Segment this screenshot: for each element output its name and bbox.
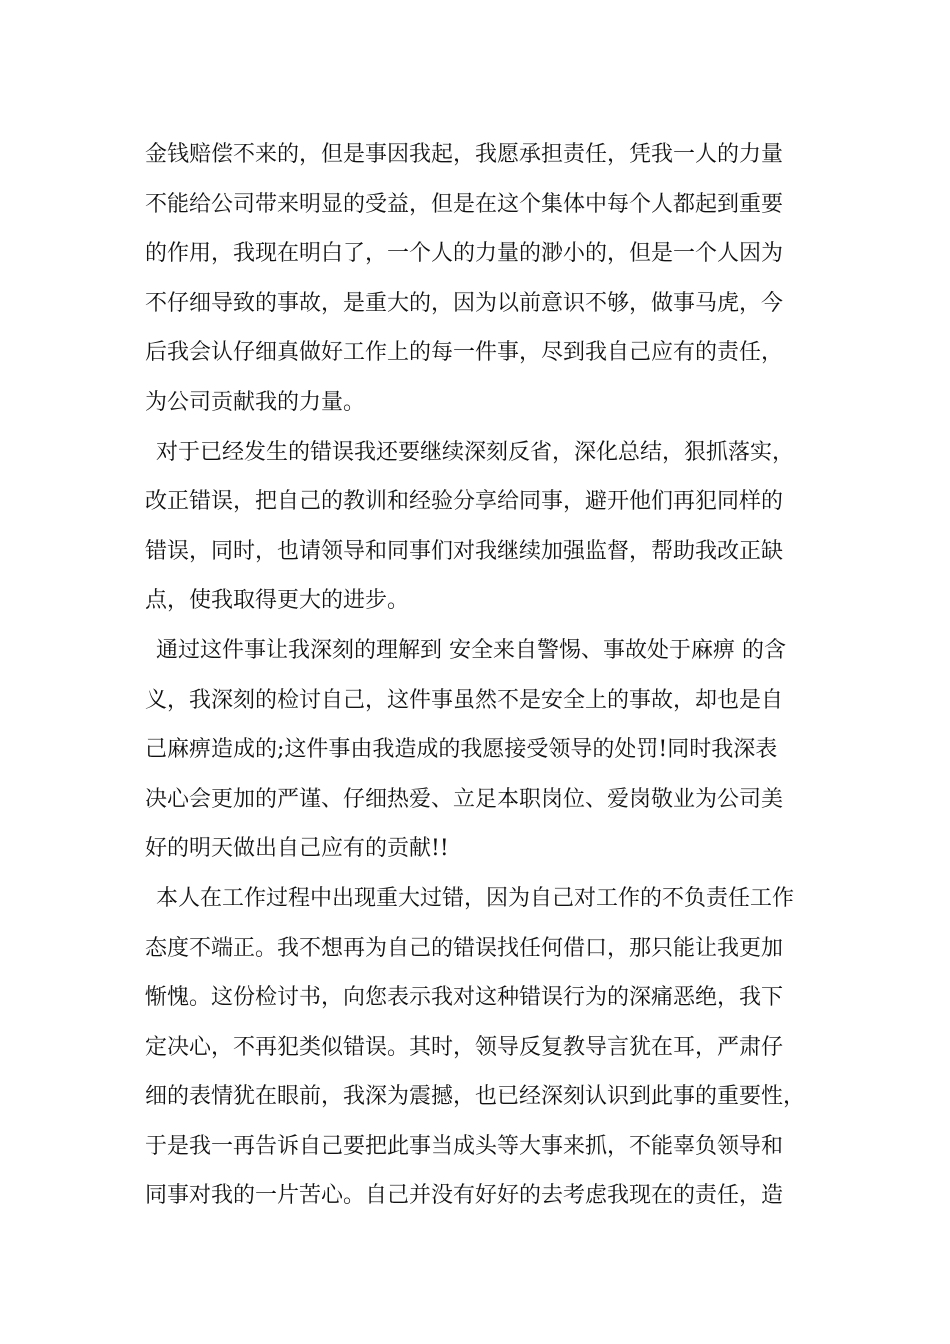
- text-line: 态度不端正。我不想再为自己的错误找任何借口，那只能让我更加: [145, 935, 784, 961]
- document-body: [145, 130, 835, 1221]
- text-line: 同事对我的一片苦心。自己并没有好好的去考虑我现在的责任，造: [145, 1183, 784, 1209]
- text-line: 义，我深刻的检讨自己，这件事虽然不是安全上的事故，却也是自: [145, 687, 784, 713]
- paragraph-start-line: 本人在工作过程中出现重大过错，因为自己对工作的不负责任工作: [156, 885, 795, 911]
- text-line: 点，使我取得更大的进步。: [145, 588, 410, 614]
- paragraph-start-line: 通过这件事让我深刻的理解到 安全来自警惕、事故处于麻痹 的含: [156, 637, 786, 663]
- text-line: 决心会更加的严谨、仔细热爱、立足本职岗位、爱岗敬业为公司美: [145, 786, 784, 812]
- text-line: 后我会认仔细真做好工作上的每一件事，尽到我自己应有的责任，: [145, 340, 784, 366]
- text-line: 为公司贡献我的力量。: [145, 389, 366, 415]
- text-line: 不仔细导致的事故，是重大的，因为以前意识不够，做事马虎，今: [145, 290, 784, 316]
- text-line: 错误，同时，也请领导和同事们对我继续加强监督，帮助我改正缺: [145, 538, 784, 564]
- text-line: 定决心，不再犯类似错误。其时，领导反复教导言犹在耳，严肃仔: [145, 1034, 784, 1060]
- text-line: 己麻痹造成的;这件事由我造成的我愿接受领导的处罚!同时我深表: [145, 737, 778, 763]
- text-line: 不能给公司带来明显的受益，但是在这个集体中每个人都起到重要: [145, 191, 784, 217]
- text-line: 于是我一再告诉自己要把此事当成头等大事来抓，不能辜负领导和: [145, 1133, 784, 1159]
- text-line: 细的表情犹在眼前，我深为震撼，也已经深刻认识到此事的重要性，: [145, 1084, 806, 1110]
- paragraph-start-line: 对于已经发生的错误我还要继续深刻反省，深化总结，狠抓落实，: [156, 439, 795, 465]
- text-line: 的作用，我现在明白了，一个人的力量的渺小的，但是一个人因为: [145, 241, 784, 267]
- text-line: 改正错误，把自己的教训和经验分享给同事，避开他们再犯同样的: [145, 489, 784, 515]
- text-line: 惭愧。这份检讨书，向您表示我对这种错误行为的深痛恶绝，我下: [145, 985, 784, 1011]
- text-line: 好的明天做出自己应有的贡献!!: [145, 836, 449, 862]
- text-line: 金钱赔偿不来的，但是事因我起，我愿承担责任，凭我一人的力量: [145, 142, 784, 167]
